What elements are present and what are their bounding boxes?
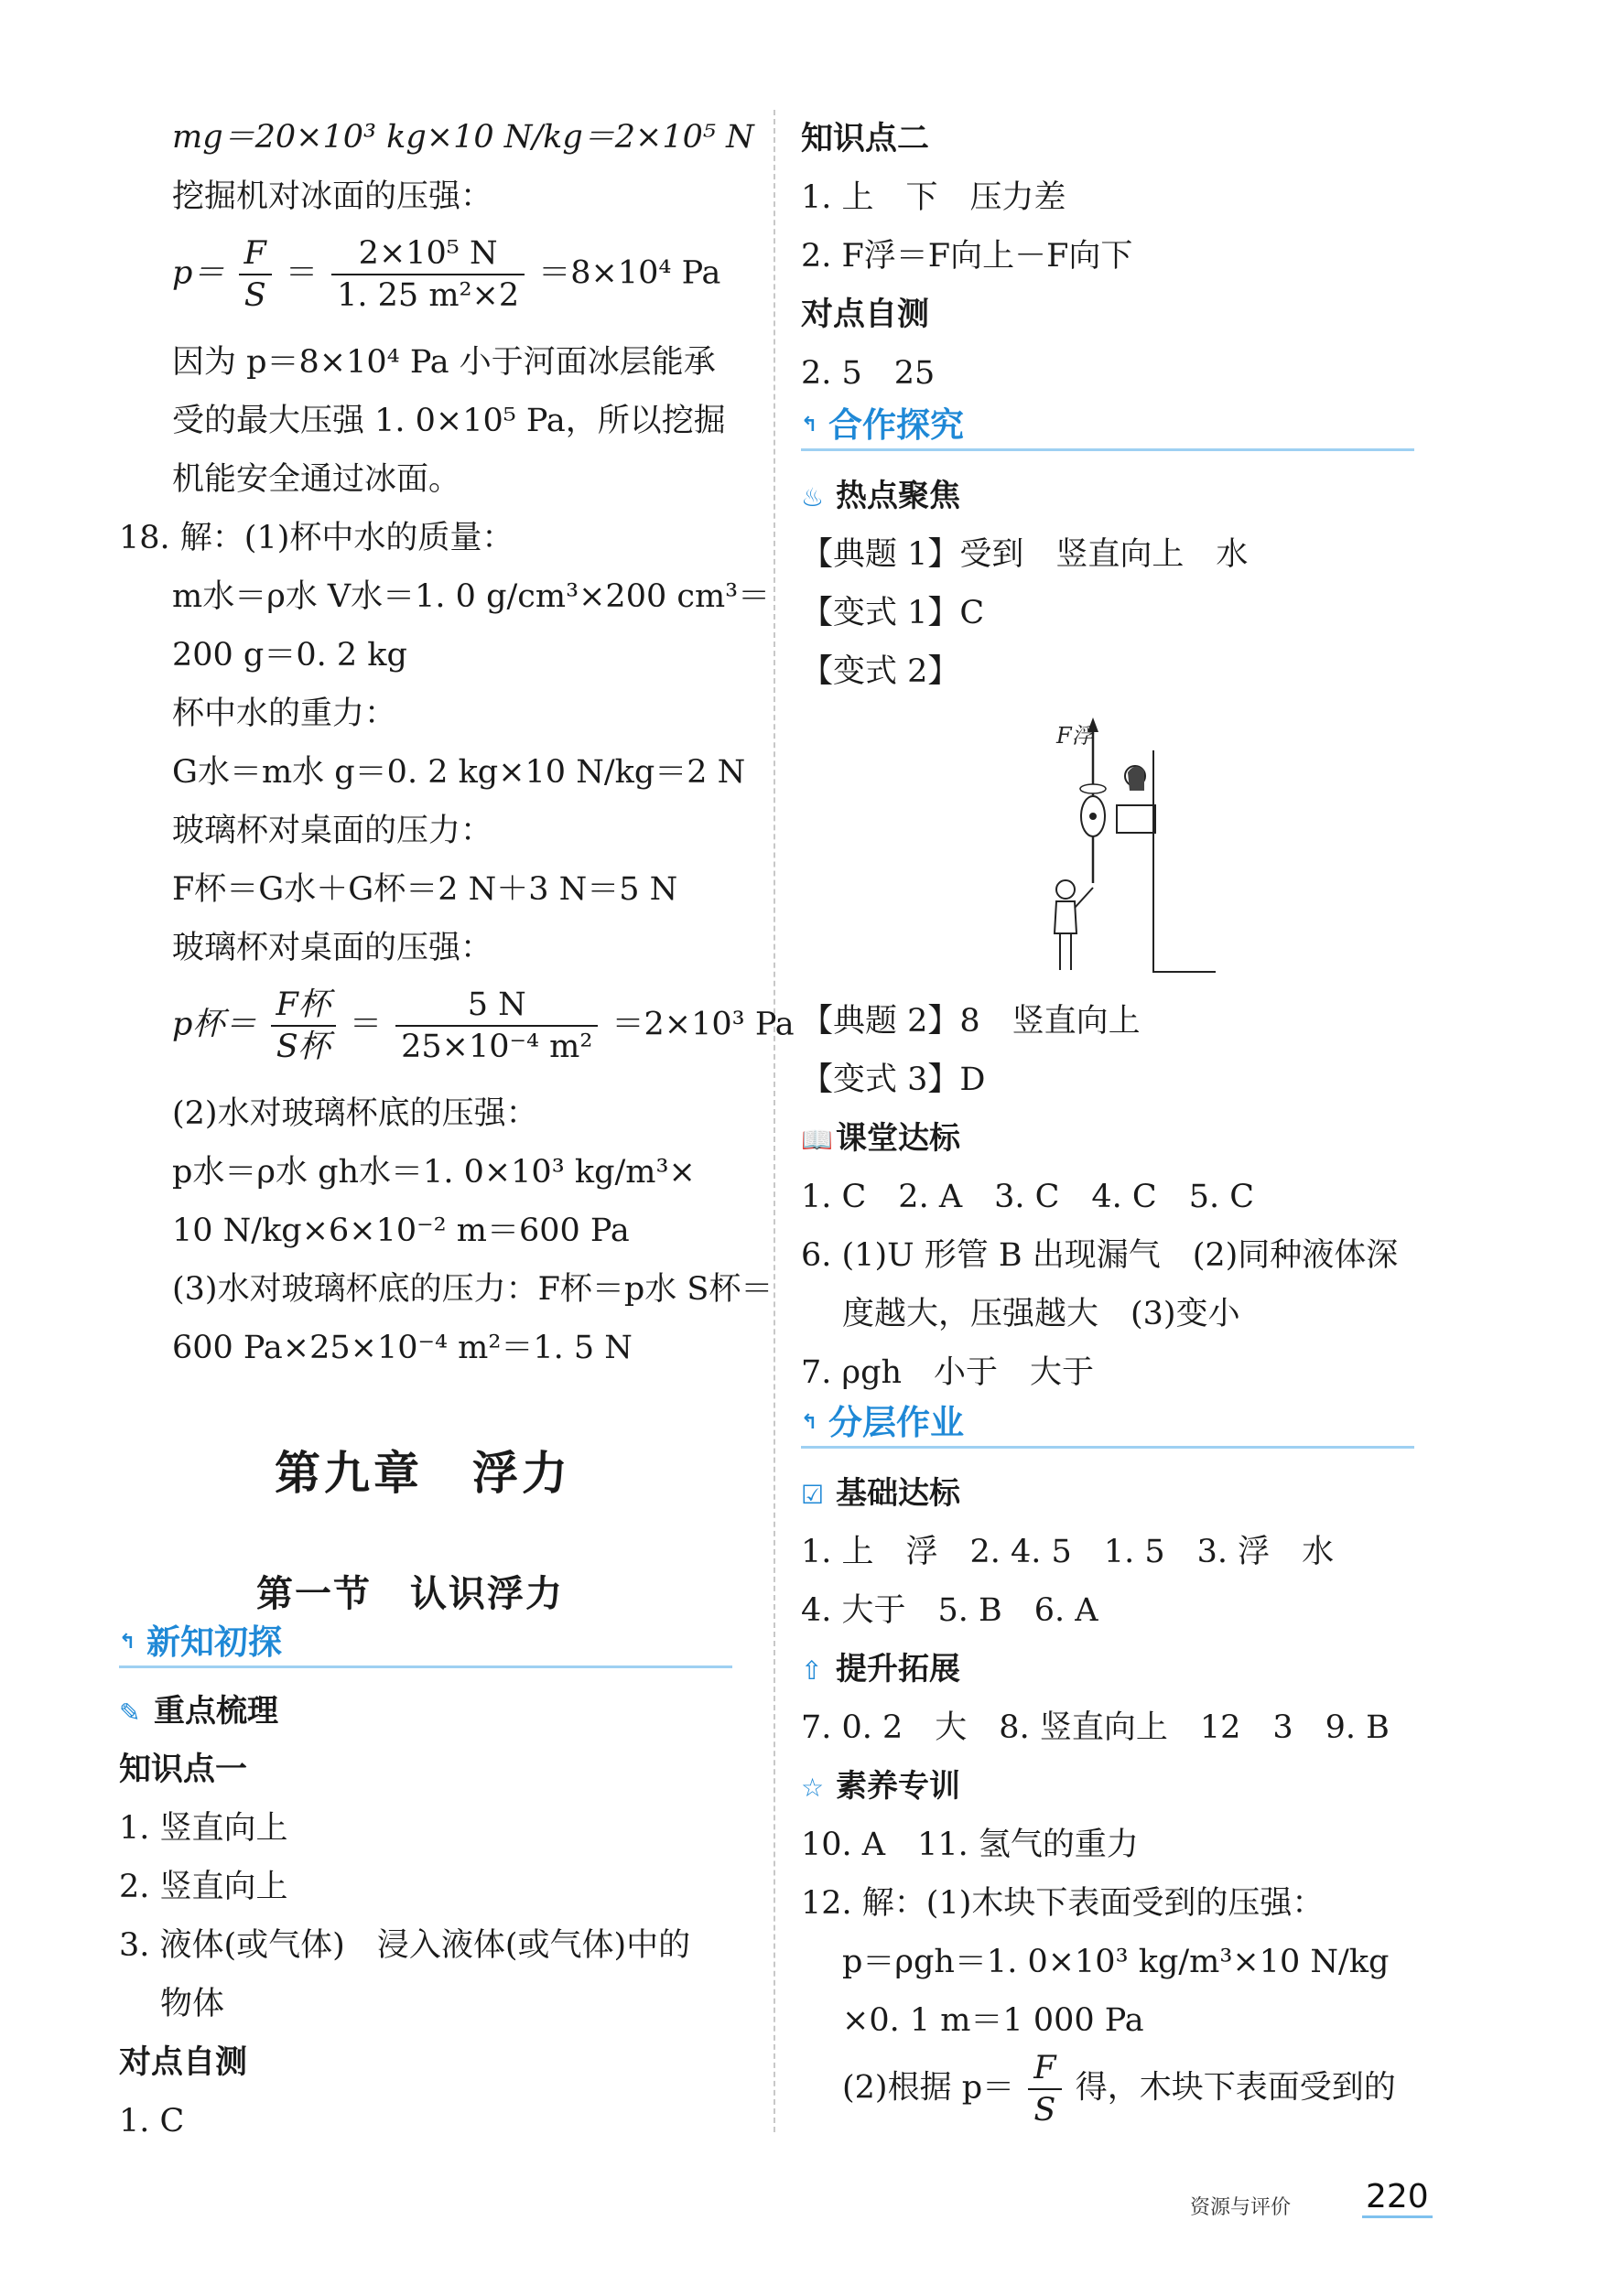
- knowledge-point-title: 知识点一: [119, 1752, 248, 1788]
- text-line: 2. F浮＝F向上－F向下: [801, 238, 1133, 275]
- text-line: p水＝ρ水 gh水＝1. 0×10³ kg/m³×: [172, 1154, 696, 1191]
- subheader-class-goals: 📖课堂达标: [801, 1118, 960, 1160]
- text-line: 因为 p＝8×10⁴ Pa 小于河面冰层能承: [172, 344, 716, 381]
- subheader-key-points: ✎ 重点梳理: [119, 1691, 278, 1733]
- fraction: $\frac{F}{S}$: [1028, 2048, 1061, 2130]
- section-header-cooperate: ↰ 合作探究: [801, 403, 1414, 451]
- text-line: p＝ρgh＝1. 0×10³ kg/m³×10 N/kg: [842, 1944, 1390, 1980]
- text-line: 7. ρgh 小于 大于: [801, 1354, 1095, 1391]
- section-title: 第一节 认识浮力: [256, 1573, 564, 1615]
- text-line: 200 g＝0. 2 kg: [172, 637, 407, 674]
- formula-pressure-cup: p杯＝ $\frac{\text{F杯}}{\text{S杯}}$ ＝ $\frac{5 N}{\text{25×10⁻⁴ m²}}$ ＝2×10³ Pa: [172, 986, 795, 1065]
- text-line: (3)水对玻璃杯底的压力：F杯＝p水 S杯＝: [172, 1271, 774, 1308]
- text-line: 6. (1)U 形管 B 出现漏气 (2)同种液体深: [801, 1237, 1399, 1274]
- open-book-icon: 📖: [801, 1125, 833, 1155]
- text-line: 1. 上 下 压力差: [801, 179, 1066, 216]
- up-arrow-icon: ⇧: [801, 1655, 823, 1686]
- buoyancy-illustration: [1044, 714, 1217, 988]
- text-line: ×0. 1 m＝1 000 Pa: [842, 2002, 1144, 2039]
- text-line: 2. 5 25: [801, 355, 936, 392]
- text-line: 度越大，压强越大 (3)变小: [842, 1296, 1240, 1332]
- subheader-hot-topics: ♨ 热点聚焦: [801, 476, 960, 518]
- text-line: 物体: [160, 1986, 225, 2022]
- fraction: $\frac{\text{F杯}}{\text{S杯}}$: [271, 985, 336, 1067]
- text-line: mg＝20×10³ kg×10 N/kg＝2×10⁵ N: [172, 119, 754, 156]
- page-number: 220: [1362, 2178, 1433, 2218]
- footer-text: 资源与评价: [1190, 2196, 1292, 2219]
- corner-arrow-icon: ↰: [119, 1631, 136, 1654]
- lock-icon: ☑: [801, 1480, 825, 1510]
- text-line: 挖掘机对冰面的压强：: [172, 178, 493, 215]
- text-line: 【变式 1】C: [801, 595, 985, 631]
- text-line: 玻璃杯对桌面的压强：: [172, 930, 493, 966]
- fraction: $\frac{F}{S}$: [239, 233, 272, 316]
- star-icon: ☆: [801, 1773, 825, 1803]
- text-line: 10 N/kg×6×10⁻² m＝600 Pa: [172, 1213, 630, 1249]
- text-line: 600 Pa×25×10⁻⁴ m²＝1. 5 N: [172, 1330, 633, 1366]
- text-line: 【典题 2】8 竖直向上: [801, 1003, 1141, 1040]
- self-test-title: 对点自测: [119, 2044, 248, 2081]
- flame-icon: ♨: [801, 482, 825, 512]
- fraction: $\frac{\text{2×10⁵ N}}{\text{1. 25 m²×2}}$: [331, 233, 525, 316]
- buoyancy-force-label: F浮: [1056, 723, 1094, 749]
- subheader-basic: ☑ 基础达标: [801, 1473, 960, 1515]
- chapter-title: 第九章 浮力: [275, 1447, 571, 1500]
- text-line: 玻璃杯对桌面的压力：: [172, 813, 493, 849]
- text-line: 3. 液体(或气体) 浸入液体(或气体)中的: [119, 1927, 691, 1964]
- text-line: 18. 解：(1)杯中水的质量：: [119, 520, 514, 556]
- text-line: 1. C 2. A 3. C 4. C 5. C: [801, 1179, 1254, 1215]
- subheader-literacy: ☆ 素养专训: [801, 1766, 960, 1808]
- boy-icon: [1056, 880, 1075, 899]
- knowledge-point-title: 知识点二: [801, 121, 930, 157]
- text-line: 12. 解：(1)木块下表面受到的压强：: [801, 1885, 1325, 1922]
- text-line: 【变式 2】: [801, 653, 960, 690]
- text-line: 机能安全通过冰面。: [172, 461, 461, 498]
- corner-arrow-icon: ↰: [801, 1411, 818, 1434]
- pencil-icon: ✎: [119, 1698, 141, 1728]
- text-line: F杯＝G水＋G杯＝2 N＋3 N＝5 N: [172, 871, 678, 908]
- text-line: 杯中水的重力：: [172, 695, 397, 732]
- fraction: $\frac{5 N}{\text{25×10⁻⁴ m²}}$: [395, 985, 598, 1067]
- text-line: G水＝m水 g＝0. 2 kg×10 N/kg＝2 N: [172, 754, 746, 791]
- text-line: 【变式 3】D: [801, 1062, 986, 1098]
- text-line: 2. 竖直向上: [119, 1869, 288, 1905]
- section-header-new: ↰ 新知初探: [119, 1620, 732, 1668]
- self-test-title: 对点自测: [801, 296, 930, 333]
- text-line: 7. 0. 2 大 8. 竖直向上 12 3 9. B: [801, 1709, 1390, 1746]
- formula-pressure-excavator: p＝ $\frac{F}{S}$ ＝ $\frac{\text{2×10⁵ N}}{\text{1. 25 m²×2}}$ ＝8×10⁴ Pa: [172, 235, 721, 314]
- balcony-icon: [1117, 805, 1155, 833]
- text-line: 1. C: [119, 2103, 185, 2140]
- text-line: (2)水对玻璃杯底的压强：: [172, 1095, 538, 1132]
- text-line: 1. 上 浮 2. 4. 5 1. 5 3. 浮 水: [801, 1534, 1335, 1570]
- formula-pressure-definition: (2)根据 p＝ $\frac{F}{S}$ 得，木块下表面受到的: [842, 2050, 1396, 2129]
- column-divider: [774, 110, 775, 2132]
- text-line: m水＝ρ水 V水＝1. 0 g/cm³×200 cm³＝: [172, 578, 771, 615]
- text-line: 10. A 11. 氢气的重力: [801, 1827, 1139, 1863]
- text-line: 受的最大压强 1. 0×10⁵ Pa，所以挖掘: [172, 403, 726, 439]
- text-line: 1. 竖直向上: [119, 1810, 288, 1847]
- subheader-advance: ⇧ 提升拓展: [801, 1649, 960, 1691]
- text-line: 4. 大于 5. B 6. A: [801, 1592, 1098, 1629]
- section-header-layered: ↰ 分层作业: [801, 1400, 1414, 1449]
- corner-arrow-icon: ↰: [801, 414, 818, 437]
- text-line: 【典题 1】受到 竖直向上 水: [801, 536, 1249, 573]
